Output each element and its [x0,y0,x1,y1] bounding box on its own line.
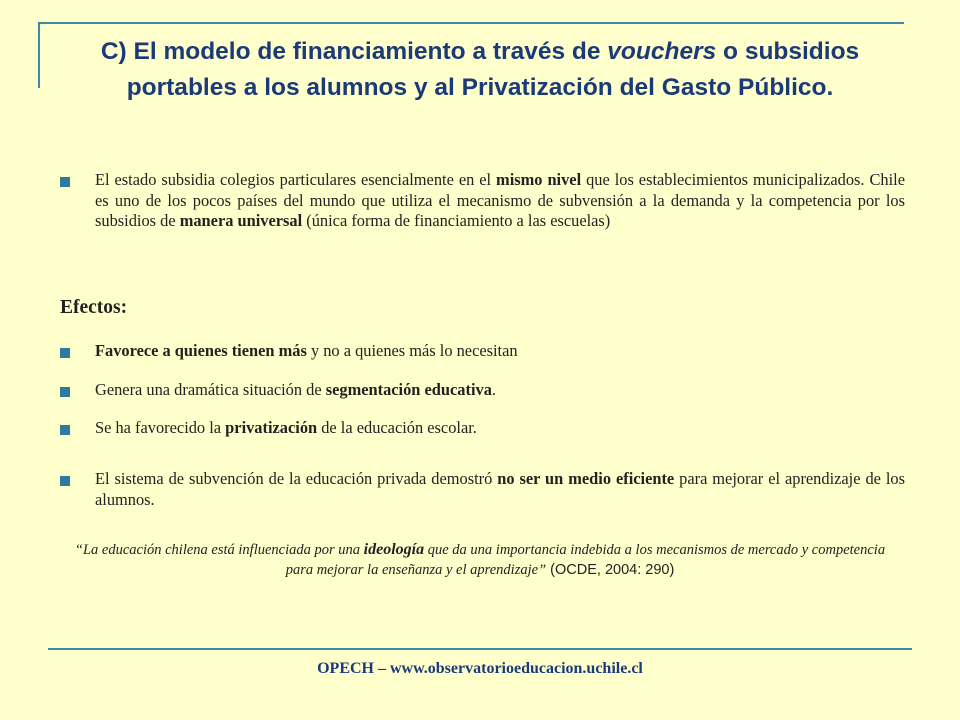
effect-text: El sistema de subvención de la educación privada demostró [95,469,498,488]
effect-text: Se ha favorecido la [95,418,226,437]
effect-bold: no ser un medio eficiente [497,469,675,488]
intro-text-2: que los establecimientos municipalizados. Chile es uno de los pocos países del mundo que utiliza el mecanismo de subvensión a la demanda y la competencia por los subsidios de [95,170,905,230]
top-rule [40,22,904,24]
bullet-square-icon [60,348,70,358]
quote-text-1: “La educación chilena está influenciada por una [74,542,364,558]
intro-text-1: El estado subsidia colegios particulares esencialmente en el [95,170,497,189]
footer-url: OPECH – www.observatorioeducacion.uchile.cl [317,660,643,677]
effect-bold: privatización [225,418,318,437]
slide-title [60,34,900,106]
effect-text: y no a quienes más lo necesitan [306,341,518,360]
title-line1-suffix: o subsidios [716,38,860,65]
intro-bullet-text [95,170,905,232]
bottom-rule [48,648,912,650]
quote-text-2: que da una importancia indebida a los mecanismos de mercado y competencia para mejorar la enseñanza y el aprendizaje” [285,542,886,578]
bullet-square-icon [60,476,70,486]
effect-text: para mejorar el aprendizaje de los alumnos. [95,469,905,509]
efectos-heading: Efectos: [60,297,128,318]
bullet-square-icon [60,425,70,435]
title-line2: portables a los alumnos y al Privatización del Gasto Público. [126,74,834,101]
effect-text: . [491,380,497,399]
intro-bold-2: manera universal [179,211,303,230]
title-line1-prefix: C) El modelo de financiamiento a través de [100,38,608,65]
bullet-square-icon [60,387,70,397]
effect-text: Genera una dramática situación de [95,380,326,399]
intro-bold-1: mismo nivel [496,170,582,189]
ocde-quote [70,540,890,580]
quote-bold: ideología [363,541,425,558]
quote-citation: (OCDE, 2004: 290) [546,562,675,578]
effect-text: de la educación escolar. [317,418,477,437]
effect-bold: segmentación educativa [325,380,492,399]
intro-text-3: (única forma de financiamiento a las escuelas) [302,211,611,230]
effect-item [95,469,905,510]
effect-bold: Favorece a quienes tienen más [95,341,307,360]
title-line1-italic: vouchers [607,38,717,65]
top-left-rule [38,22,40,88]
effect-item [95,380,905,401]
effect-item [95,341,905,362]
effect-item [95,418,905,439]
bullet-square-icon [60,177,70,187]
